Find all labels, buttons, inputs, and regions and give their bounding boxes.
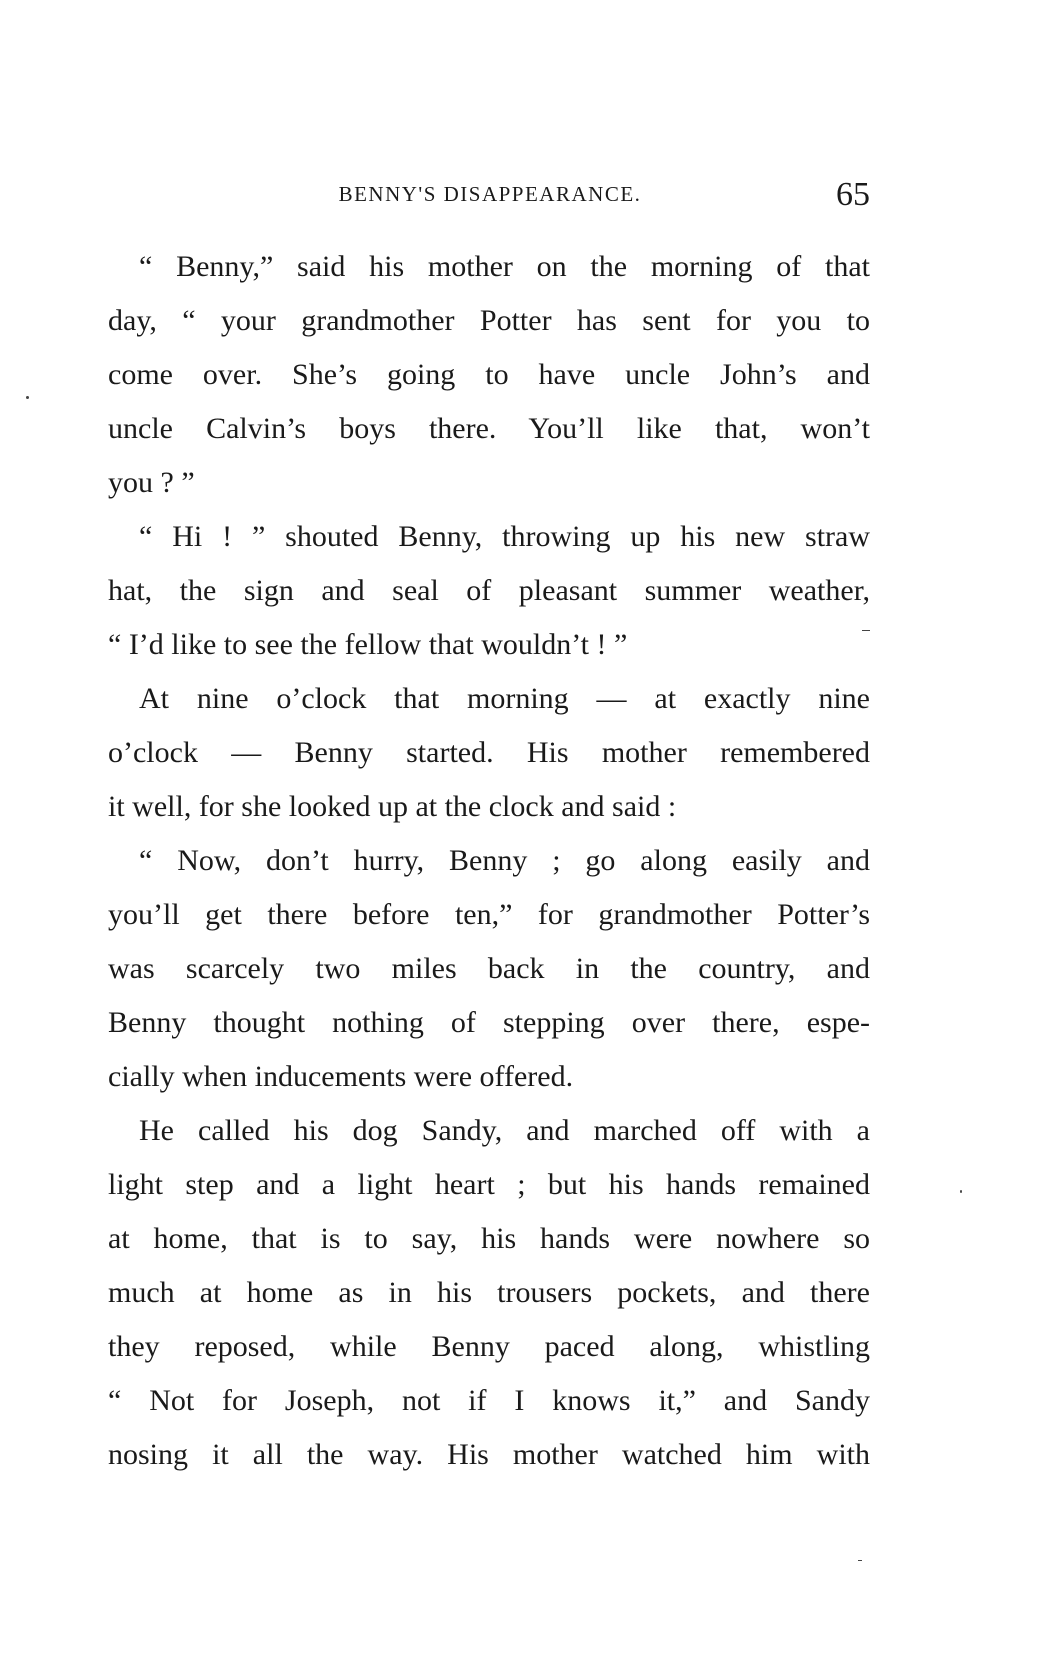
running-title: BENNY'S DISAPPEARANCE. [338, 182, 642, 206]
text-line: you’ll get there before ten,” for grandmother Potter’s [108, 898, 870, 931]
text-line: light step and a light heart ; but his hands remained [108, 1168, 870, 1201]
text-line: He called his dog Sandy, and marched off with a [139, 1114, 870, 1147]
page-number: 65 [836, 176, 870, 213]
scan-speck [858, 1560, 862, 1561]
text-line: At nine o’clock that morning — at exactly nine [139, 682, 870, 715]
text-line: hat, the sign and seal of pleasant summer weather, [108, 574, 870, 607]
text-line: o’clock — Benny started. His mother remembered [108, 736, 870, 769]
text-line: nosing it all the way. His mother watched him with [108, 1438, 870, 1471]
text-line: at home, that is to say, his hands were nowhere so [108, 1222, 870, 1255]
text-line: you ? ” [108, 466, 195, 499]
text-line: “ Hi ! ” shouted Benny, throwing up his new straw [139, 520, 870, 553]
running-head [110, 176, 870, 220]
text-line: it well, for she looked up at the clock and said : [108, 790, 677, 823]
text-line: “ Now, don’t hurry, Benny ; go along easily and [139, 844, 870, 877]
text-line: they reposed, while Benny paced along, whistling [108, 1330, 870, 1363]
text-line: uncle Calvin’s boys there. You’ll like that, won’t [108, 412, 870, 445]
text-line: Benny thought nothing of stepping over there, espe- [108, 1006, 870, 1039]
text-line: “ Benny,” said his mother on the morning of that [139, 250, 870, 283]
text-line: “ I’d like to see the fellow that wouldn’t ! ” [108, 628, 628, 661]
scan-speck [960, 1190, 962, 1193]
text-line: cially when inducements were offered. [108, 1060, 574, 1093]
scan-speck [862, 630, 870, 631]
scan-speck [26, 396, 29, 399]
text-line: was scarcely two miles back in the country, and [108, 952, 870, 985]
text-line: much at home as in his trousers pockets, and there [108, 1276, 870, 1309]
text-line: “ Not for Joseph, not if I knows it,” and Sandy [108, 1384, 870, 1417]
text-line: come over. She’s going to have uncle John’s and [108, 358, 870, 391]
text-line: day, “ your grandmother Potter has sent for you to [108, 304, 870, 337]
body-text [108, 240, 870, 1482]
